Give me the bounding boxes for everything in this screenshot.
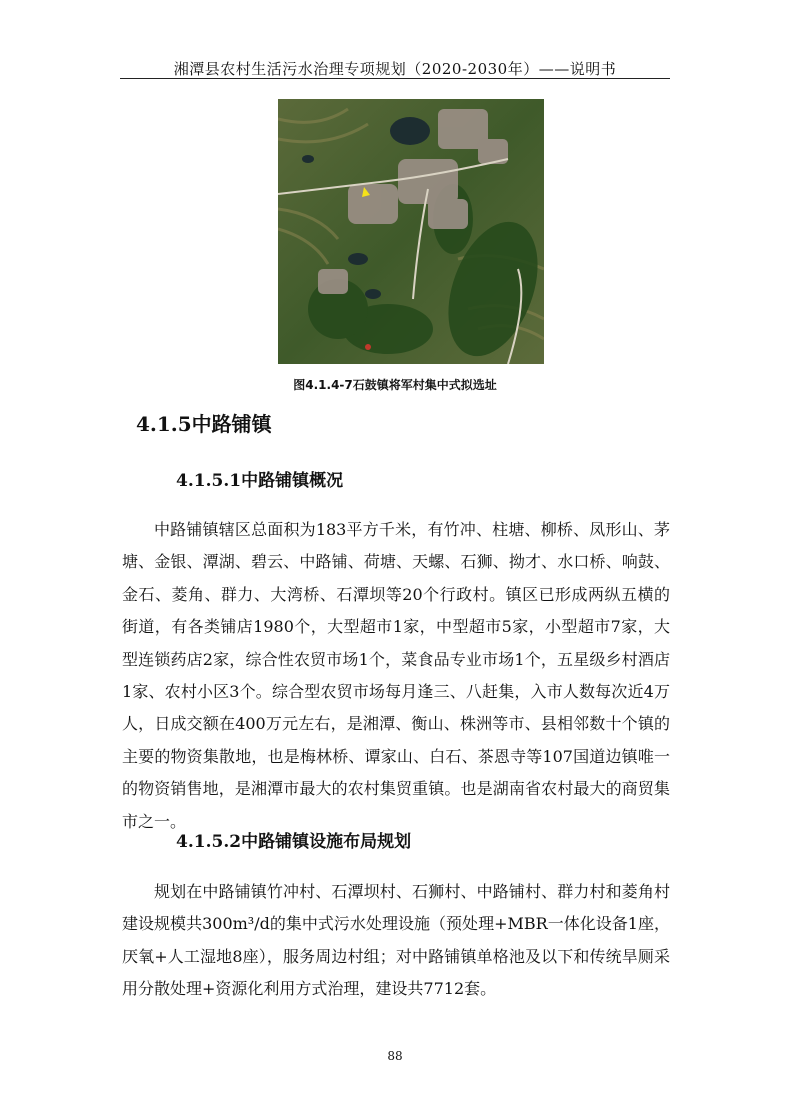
header-rule	[120, 78, 670, 79]
overview-paragraph: 中路铺镇辖区总面积为183平方千米，有竹冲、柱塘、柳桥、凤形山、茅塘、金银、潭湖、碧云、中路铺、荷塘、天螺、石狮、拗才、水口桥、响鼓、金石、菱角、群力、大湾桥、石潭坝等20个行政村。镇区已形成两纵五横的街道，有各类铺店1980个，大型超市1家，中型超市5家，小型超市7家，大型连锁药店2家，综合性农贸市场1个，菜食品专业市场1个，五星级乡村酒店1家、农村小区3个。综合型农贸市场每月逢三、八赶集，入市人数每次近4万人，日成交额在400万元左右，是湘潭、衡山、株洲等市、县相邻数十个镇的主要的物资集散地，也是梅林桥、谭家山、白石、茶恩寺等107国道边镇唯一的物资销售地，是湘潭市最大的农村集贸重镇。也是湖南省农村最大的商贸集市之一。	[122, 520, 670, 831]
section-heading: 4.1.5中路铺镇	[136, 412, 272, 436]
satellite-image	[278, 99, 544, 364]
subsection-heading-planning: 4.1.5.2中路铺镇设施布局规划	[176, 832, 412, 852]
aerial-photo-illustration	[278, 99, 544, 364]
planning-paragraph: 规划在中路铺镇竹冲村、石潭坝村、石狮村、中路铺村、群力村和菱角村建设规模共300m³/d的集中式污水处理设施（预处理+MBR一体化设备1座，厌氧+人工湿地8座），服务周边村组；对中路铺镇单格池及以下和传统旱厕采用分散处理+资源化利用方式治理，建设共7712套。	[122, 882, 670, 999]
page-number: 88	[387, 1049, 403, 1063]
running-header: 湘潭县农村生活污水治理专项规划（2020-2030年）——说明书	[173, 60, 617, 78]
figure-caption: 图4.1.4-7石鼓镇将军村集中式拟选址	[293, 378, 497, 392]
subsection-heading-overview: 4.1.5.1中路铺镇概况	[176, 471, 344, 491]
